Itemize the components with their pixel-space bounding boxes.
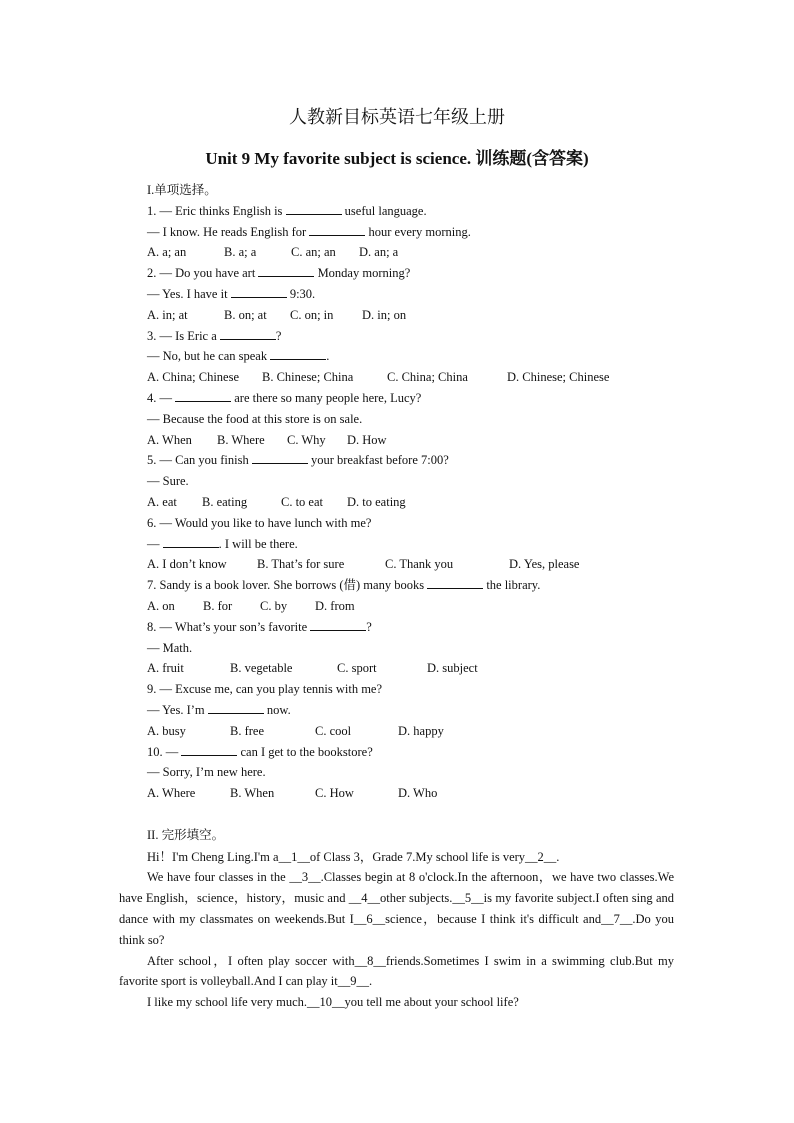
question-text: Monday morning? — [314, 266, 411, 281]
cloze-paragraph-3: After school，I often play soccer with__8__friends.Sometimes I swim in a swimming club.But my favorite sport is volleyball.And I can play it__9__. — [119, 953, 674, 989]
document-title: 人教新目标英语七年级上册 — [289, 107, 505, 127]
question-text: . I will be there. — [218, 536, 298, 551]
question-text: hour every morning. — [365, 224, 471, 239]
question-text: — Because the food at this store is on sale. — [147, 411, 363, 426]
question-2-line-1 — [147, 264, 410, 282]
question-9-line-1 — [147, 680, 382, 698]
question-text: — — [147, 536, 163, 551]
answer-blank — [309, 223, 365, 236]
option-c: C. to eat — [281, 495, 324, 509]
option-b: B. Chinese; China — [262, 370, 354, 385]
question-text: 10. — — [147, 744, 182, 759]
question-3-line-1 — [147, 327, 281, 345]
cloze-paragraph-4: I like my school life very much.__10__you tell me about your school life? — [147, 995, 519, 1010]
section1-heading — [147, 181, 217, 199]
option-c: C. China; China — [387, 370, 468, 385]
question-text: 2. — Do you have art — [147, 266, 259, 281]
option-d: D. subject — [427, 661, 478, 676]
question-text: 1. — Eric thinks English is — [147, 203, 286, 218]
question-8-line-2 — [147, 639, 192, 657]
option-a: A. When — [147, 432, 192, 447]
option-c: C. Why — [287, 432, 326, 447]
question-7-line-1 — [147, 576, 540, 594]
question-8-options — [147, 659, 507, 677]
question-1-options — [147, 243, 419, 261]
question-6-line-2 — [147, 535, 298, 553]
question-text: ? — [366, 619, 372, 634]
question-text: 9:30. — [286, 287, 316, 301]
option-b: B. a; a — [224, 245, 257, 260]
question-text: 6. — Would you like to have lunch with me? — [147, 515, 372, 530]
question-text: 3. — Is Eric a — [147, 328, 220, 343]
question-text: . — [326, 349, 330, 364]
question-5-line-2 — [147, 472, 189, 490]
option-a: A. on — [147, 599, 175, 613]
option-b: B. free — [230, 723, 265, 738]
option-d: D. an; a — [359, 245, 399, 260]
option-c: C. cool — [315, 723, 352, 738]
answer-blank — [286, 202, 342, 215]
option-d: D. in; on — [362, 307, 407, 322]
option-c: C. How — [315, 786, 354, 801]
answer-blank — [181, 743, 237, 756]
option-a: A. a; an — [147, 245, 187, 260]
answer-blank — [220, 327, 276, 340]
answer-blank — [231, 285, 287, 298]
option-d: D. from — [315, 599, 355, 613]
question-5-line-1 — [147, 451, 449, 469]
question-4-line-2 — [147, 410, 362, 428]
question-text: — I know. He reads English for — [147, 224, 310, 239]
question-10-line-2 — [147, 763, 266, 781]
question-1-line-1 — [147, 202, 427, 220]
option-b: B. for — [203, 599, 233, 613]
question-text: 9. — Excuse me, can you play tennis with me? — [147, 682, 383, 697]
question-text: — Yes. I’m — [147, 703, 208, 717]
answer-blank — [310, 618, 366, 631]
question-text: — No, but he can speak — [147, 349, 271, 364]
option-b: B. eating — [202, 495, 248, 509]
option-c: C. by — [260, 599, 288, 613]
answer-blank — [208, 701, 264, 714]
cloze-paragraph-2: We have four classes in the __3__.Classes begin at 8 o'clock.In the afternoon，we have two classes.We have English，science，history，music and __4__other subjects.__5__is my favorite subject.I often sing and dance with my classmates on weekends.But I__6__science，because I think it's difficult and__7__.Do you think so? — [119, 870, 674, 947]
question-text: now. — [263, 703, 291, 717]
option-a: A. I don’t know — [147, 557, 227, 572]
question-6-options — [147, 555, 629, 573]
question-text: the library. — [483, 578, 541, 593]
question-text: — Math. — [147, 640, 193, 655]
question-2-line-2 — [147, 285, 315, 303]
option-b: B. on; at — [224, 307, 267, 322]
question-7-options — [147, 597, 375, 615]
option-d: D. Chinese; Chinese — [507, 370, 610, 385]
option-c: C. sport — [337, 661, 377, 676]
question-9-line-2 — [147, 701, 291, 719]
answer-blank — [270, 347, 326, 360]
question-10-options — [147, 784, 478, 802]
question-3-options — [147, 368, 637, 386]
section1-heading-text: I.单项选择。 — [147, 183, 217, 197]
answer-blank — [427, 576, 483, 589]
answer-blank — [258, 264, 314, 277]
question-text: your breakfast before 7:00? — [307, 453, 449, 468]
question-4-line-1 — [147, 389, 421, 407]
question-5-options — [147, 493, 427, 511]
option-d: D. Yes, please — [509, 557, 580, 572]
option-d: D. Who — [398, 786, 438, 801]
answer-blank — [252, 451, 308, 464]
question-text: can I get to the bookstore? — [237, 744, 373, 759]
option-a: A. Where — [147, 786, 196, 801]
question-1-line-2 — [147, 223, 471, 241]
question-text: — Sure. — [147, 474, 189, 489]
question-text: 5. — Can you finish — [147, 453, 252, 468]
document-subtitle: Unit 9 My favorite subject is science. 训练题(含答案) — [205, 149, 589, 168]
option-c: C. an; an — [291, 245, 336, 260]
question-text: ? — [275, 328, 282, 343]
question-text: are there so many people here, Lucy? — [231, 391, 422, 405]
question-text: 8. — What’s your son’s favorite — [147, 619, 311, 634]
question-8-line-1 — [147, 618, 372, 636]
option-a: A. fruit — [147, 661, 184, 676]
question-3-line-2 — [147, 347, 329, 365]
section2-heading — [147, 826, 224, 844]
option-b: B. vegetable — [230, 661, 293, 676]
question-10-line-1 — [147, 743, 373, 761]
question-4-options — [147, 431, 407, 449]
question-2-options — [147, 306, 422, 324]
option-b: B. Where — [217, 432, 265, 447]
answer-blank — [175, 389, 231, 402]
question-6-line-1 — [147, 514, 371, 532]
option-b: B. That’s for sure — [257, 557, 345, 572]
option-a: A. busy — [147, 723, 186, 738]
question-text: 4. — — [147, 391, 176, 405]
option-b: B. When — [230, 786, 275, 801]
cloze-paragraph-1: Hi！I'm Cheng Ling.I'm a__1__of Class 3，Grade 7.My school life is very__2__. — [147, 849, 560, 864]
option-d: D. How — [347, 432, 387, 447]
answer-blank — [163, 535, 219, 548]
section2-heading-text: II. 完形填空。 — [147, 827, 225, 842]
question-text: — Sorry, I’m new here. — [147, 765, 266, 780]
question-text: — Yes. I have it — [147, 287, 231, 301]
option-c: C. Thank you — [385, 557, 454, 572]
question-text: 7. Sandy is a book lover. She borrows (借) many books — [147, 578, 428, 593]
option-a: A. China; Chinese — [147, 370, 240, 385]
option-a: A. eat — [147, 495, 177, 509]
question-9-options — [147, 722, 478, 740]
question-text: useful language. — [341, 203, 427, 218]
option-d: D. happy — [398, 723, 444, 738]
option-d: D. to eating — [347, 495, 406, 509]
option-a: A. in; at — [147, 307, 188, 322]
option-c: C. on; in — [290, 307, 334, 322]
